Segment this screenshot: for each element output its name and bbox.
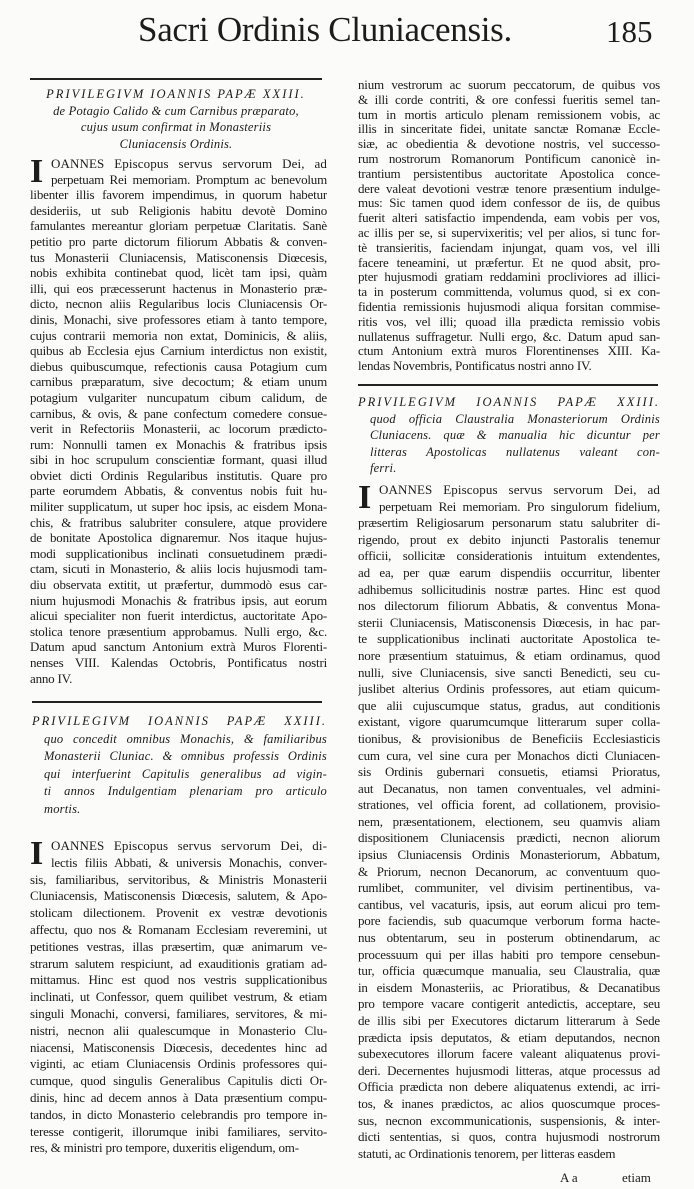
text-line: anno IV.	[30, 670, 73, 686]
privilege-heading-indulgence	[32, 713, 327, 818]
text-line: affectu, quo nos & Romanam Ecclesiam reveremini, ut	[30, 921, 327, 937]
text-line: Datum apud sanctum Antonium extrà Muros Florenti-	[30, 639, 327, 655]
heading-line: de Potagio Calido & cum Carnibus præparato,	[53, 103, 299, 118]
text-line: juslibet alterius Ordinis professores, aut etiam quicum-	[358, 681, 660, 697]
text-line: nore præsentium statuimus, & etiam ordinamus, quod	[358, 647, 660, 663]
text-line: nobis exhibita continebat quod, licèt tam ipsi, quàm	[30, 265, 327, 281]
text-line: rumlibet, communiter, vel divisim pertinentibus, va-	[358, 880, 660, 896]
text-line: fidentia remissionis hujusmodi aliqua forsitan commise-	[358, 299, 660, 314]
page-number: 185	[606, 14, 653, 49]
text-line: chis, & fratribus salubriter consulere, atque providere	[30, 514, 327, 530]
text-line: nullatenus suffragetur. Nulli ergo, &c. Datum apud san-	[358, 329, 660, 344]
text-line: parte eorumdem Abbatis, & conventus nobis fuit hu-	[30, 483, 327, 499]
text-line: alicui specialiter non fuerit interdictus, auctoritate Apo-	[30, 608, 327, 624]
text-line: & Priorum, necnon Decanorum, ac conventuum quo-	[358, 863, 660, 879]
text-line: desideriis, ut sub Religionis habitu devotè Domino	[30, 202, 327, 218]
text-line: ad ea, per quæ earum dispendiis occurritur, libenter	[358, 564, 660, 580]
text-line: sus, necnon excommunicationis, suspensionis, & inter-	[358, 1112, 660, 1128]
text-line: subexecutores illorum facere valeant aliquatenus provi-	[358, 1046, 660, 1062]
text-line: nulli, sive Cluniacensis, sive sancti Benedicti, seu cu-	[358, 664, 660, 680]
text-line: in eisdem Monasteriis, ac Prioratibus, & Decanatibus	[358, 979, 660, 995]
text-line: prædicta ipsis deputatos, & etiam deputandos, necnon	[358, 1029, 660, 1045]
text-line: ritis vos, vel illi; quoad illa prædicta remissio vobis	[358, 314, 660, 329]
text-line: dicto, necnon aliis Regularibus locis Cluniacensis Or-	[30, 296, 327, 312]
heading-line: qui interfuerint Capitulis generalibus ad vigin-	[44, 766, 327, 781]
text-line: ac illis per se, si supervixeritis; vel per alios, si tunc for-	[358, 225, 660, 240]
heading-line: ferri.	[370, 461, 397, 475]
heading-line: mortis.	[44, 801, 81, 816]
text-line: adhibemus sollicitudinis nostræ partes. Hinc est quod	[358, 581, 660, 597]
text-line: ctam, sicuti in Monasterio, & aliis locis hujusmodi tam-	[30, 561, 327, 577]
text-line: lectis filiis Abbati, & universis Monachis, conver-	[51, 854, 327, 870]
text-line: existant, vigore quarumcumque litterarum super colla-	[358, 714, 660, 730]
text-line: OANNES Episcopus servus servorum Dei, di-	[51, 838, 327, 853]
section-rule	[358, 384, 658, 386]
privilege-heading-claustralia	[358, 394, 660, 477]
text-line: perpetuam Rei memoriam. Promptum ac benevolum	[51, 171, 327, 187]
text-line: nium vestrorum ac suorum peccatorum, de quibus vos	[358, 78, 660, 92]
heading-line: PRIVILEGIVM IOANNIS PAPÆ XXIII.	[358, 395, 660, 409]
text-line: cumque, quod singulis Generalibus Capitulis dicti Or-	[30, 1073, 327, 1089]
text-line: carnibus præparatum, sive decoctum; & etiam unum	[30, 374, 327, 390]
text-line: lendas Novembris, Pontificatus nostri anno IV.	[358, 359, 592, 374]
text-line: tus Monasterii Cluniacensis, Matisconensis Diœcesis,	[30, 249, 327, 265]
text-line: stolicam dilectionem. Provenit ex vestræ devotionis	[30, 905, 327, 921]
text-line: tionibus, & provisionibus de Beneficiis Ecclesiasticis	[358, 730, 660, 746]
text-line: præsertim Religiosarum personarum statu salubriter di-	[358, 515, 660, 531]
heading-line: cujus usum confirmat in Monasteriis	[80, 120, 272, 134]
text-line: OANNES Episcopus servus servorum Dei, ad	[51, 156, 327, 171]
text-line: ta in posterum committenda, volumus quod, si ex con-	[358, 285, 660, 300]
text-line: mus: Sic tamen quod idem confessor de iis, de quibus	[358, 196, 660, 211]
text-line: ctum Antonium extrà muros Florentinenses XIII. Ka-	[358, 344, 660, 359]
text-line: officii, sollicitæ considerationis intuitum extendentes,	[358, 548, 660, 564]
text-line: diu observata extitit, ut præfertur, dummodò esus car-	[30, 577, 327, 593]
text-line: res, & ministri pro tempore, duxeritis eligendum, om-	[30, 1140, 299, 1156]
text-line: cujus contrarii memoria non extat, Dominicis, & aliis,	[30, 327, 327, 343]
text-line: militer supplicatum, ut super hoc ipsis, ac eisdem Mona-	[30, 499, 327, 515]
text-line: perpetuam Rei memoriam. Pro singulorum fidelium,	[379, 498, 660, 514]
heading-line: PRIVILEGIVM IOANNIS PAPÆ XXIII.	[46, 87, 306, 101]
text-line: ipsius Cluniacensis Ordinis Monasteriorum, Abbatum,	[358, 847, 660, 863]
text-line: inclinati, ut Confessor, quem quilibet vestrum, & etiam	[30, 989, 327, 1005]
heading-line: quod officia Claustralia Monasteriorum Ordinis	[370, 411, 660, 426]
text-line: sis Ordinis gubernari consuetis, etiamsi Prioratus,	[358, 764, 660, 780]
text-line: OANNES Episcopus servus servorum Dei, ad	[379, 482, 660, 497]
heading-line: ti annos Indulgentiam plenariam pro articulo	[44, 784, 327, 798]
section-rule	[32, 701, 322, 703]
text-line: potagium vulgariter nuncupatum cibum calidum, de	[30, 389, 327, 405]
text-line: nistri, necnon alii qualescumque in Monasterio Clu-	[30, 1022, 327, 1038]
text-line: de bonitate Apostolica dignaremur. Nos itaque hujus-	[30, 530, 327, 546]
text-line: tos, & inanes prædictos, ac alios quoscumque proces-	[358, 1095, 660, 1111]
text-line: cantibus, vel vacaturis, ipsis, aut eorum alicui pro tem-	[358, 896, 660, 912]
heading-line: Cluniacens. quæ & manualia hic dicuntur per	[370, 428, 660, 442]
text-line: dispositionem Cluniacensis prædicti, necnon aliorum	[358, 830, 660, 846]
text-line: Officia prædicta non debere aliquatenus extendi, ac irri-	[358, 1079, 660, 1095]
text-line: stolica tenore præsentium approbamus. Nulli ergo, &c.	[30, 623, 327, 639]
text-line: nium hujusmodi Monachis & fratribus ipsis, aut eorum	[30, 592, 327, 608]
continued-text-indulgence	[358, 78, 660, 374]
privilege-text-claustralia	[358, 479, 660, 1162]
text-line: viginti, ac etiam Cluniacensis Ordinis professores qui-	[30, 1056, 327, 1072]
text-line: facere teneamini, ut præfertur. Et ne quod absit, pro-	[358, 255, 660, 270]
text-line: carnibus, & ovis, & pane confectum comedere consue-	[30, 405, 327, 421]
text-line: aut Decanatus, non tamen conventuales, vel admini-	[358, 780, 660, 796]
text-line: obviet dicti Ordinis Regularibus institutis. Quare pro	[30, 467, 327, 483]
text-line: tè transieritis, faciendam injungat, quam vos, vel illi	[358, 240, 660, 255]
heading-line: Monasterii Cluniac. & omnibus professis Ordinis	[44, 749, 327, 763]
text-line: cum cura, vel sine cura per Monachos dicti Cluniacen-	[358, 747, 660, 763]
text-line: illi, qui eos præcesserunt hactenus in Monasterio præ-	[30, 280, 327, 296]
text-line: nem, præsentationem, electionem, seu quamvis aliam	[358, 813, 660, 829]
text-line: petitiones vestras, illas præsertim, quæ animarum ve-	[30, 938, 327, 954]
text-line: dinis, hinc ad decem annos à Data præsentium compu-	[30, 1089, 327, 1105]
text-line: dicti sententias, si quos, contra hujusmodi nostrorum	[358, 1129, 660, 1145]
drop-cap-initial: I	[30, 153, 44, 190]
text-line: statuti, ac Ordinationis tenorem, per litteras easdem	[358, 1145, 616, 1161]
text-line: rum nostrorum Romanorum Pontificum canonicè in-	[358, 151, 660, 166]
text-line: te supplicationibus inclinati auctoritate Apostolica te-	[358, 631, 660, 647]
text-line: diebus quibuscumque, refectionis causa Potagium cum	[30, 358, 327, 374]
text-line: sibi in hoc scrupulum conscientiæ formant, quasi illud	[30, 452, 327, 468]
text-line: pore faciendis, sub quacumque verborum forma hacte-	[358, 913, 660, 929]
text-line: famulantes mereantur gloriam perpetuæ Claritatis. Sanè	[30, 218, 327, 234]
text-line: verit in Refectoriis Monasterii, ac locorum prædicto-	[30, 421, 327, 437]
heading-line: Cluniacensis Ordinis.	[119, 136, 233, 151]
text-line: processuum qui per illas habiti pro tempore censebun-	[358, 946, 660, 962]
text-line: strationes, vel officia forent, ad collationem, provisio-	[358, 797, 660, 813]
privilege-text-potagio	[30, 153, 327, 686]
text-line: quibus ab Ecclesia ejus Carnium interdictus non existit,	[30, 343, 327, 359]
text-line: mittamus. Hinc est quod nos vestris supplicationibus	[30, 972, 327, 988]
text-line: teresse contigerit, illorumque inibi familiares, servito-	[30, 1123, 327, 1139]
heading-line: quo concedit omnibus Monachis, & familiaribus	[44, 731, 327, 746]
privilege-heading-potagio	[30, 86, 322, 152]
text-line: Cluniacensis, Matisconensis Diœcesis, salutem, & Apo-	[30, 888, 327, 904]
text-line: fuerit alteri satisfactio impendenda, eam vobis per vos,	[358, 211, 660, 226]
catchword: etiam	[622, 1170, 651, 1185]
text-line: dere valeat devotioni vestræ tenore præsentium indulge-	[358, 181, 660, 196]
text-line: dinis, Monachi, sive professores etiam à tanto tempore,	[30, 311, 327, 327]
text-line: sis, familiaribus, servitoribus, & Ministris Monasterii	[30, 871, 327, 887]
text-line: tandos, in dicto Monasterio celebrandis pro tempore in-	[30, 1106, 327, 1122]
text-line: nos dilectorum filiorum Abbatis, & conventus Mona-	[358, 598, 660, 614]
signature-mark: A a	[560, 1170, 578, 1185]
text-line: nenses VIII. Kalendas Octobris, Pontificatus nostri	[30, 655, 327, 670]
text-line: pro tempore vacare contigerit antedictis, acceptare, seu	[358, 996, 660, 1012]
text-line: deri. Decernentes hujusmodi litteras, atque processus ad	[358, 1062, 660, 1078]
drop-cap-initial: I	[358, 479, 372, 516]
text-line: nus obtentarum, seu in posterum obtinendarum, ac	[358, 930, 660, 946]
text-line: rum: Nonnulli tamen ex Monachis & fratribus ipsis	[30, 436, 327, 452]
text-line: illis in sinceritate fidei, unitate sanctæ Romanæ Eccle-	[358, 122, 660, 137]
text-line: petitio pro parte dictorum filiorum Abbatis & conven-	[30, 233, 327, 249]
text-line: & illi corde contriti, & ore confessi fueritis semel tan-	[358, 92, 660, 107]
running-head-title: Sacri Ordinis Cluniacensis.	[138, 10, 512, 49]
heading-line: litteras Apostolicas nullatenus valeant con-	[370, 444, 660, 459]
text-line: strarum salutem respiciunt, ad exauditionis gratiam ad-	[30, 955, 327, 971]
text-line: sterii Cluniacensis, Matisconensis Diœcesis, in hac par-	[358, 614, 660, 630]
privilege-text-indulgence	[30, 835, 327, 1157]
text-line: tur, officia quæcumque manualia, seu Claustralia, quæ	[358, 963, 660, 979]
text-line: siæ, ac obedientia & devotione nostris, vel successo-	[358, 137, 660, 152]
text-line: niacensi, Matisconensis Diœcesis, decedentes hinc ad	[30, 1039, 327, 1055]
heading-line: PRIVILEGIVM IOANNIS PAPÆ XXIII.	[32, 714, 327, 728]
drop-cap-initial: I	[30, 835, 44, 872]
text-line: rigendo, prout ex debito injuncti Pastoralis tenemur	[358, 531, 660, 547]
text-line: tum in mortis articulo plenam remissionem vobis, ac	[358, 107, 660, 122]
text-line: pter hujusmodi gratiam reddamini procliviores ad illici-	[358, 270, 660, 285]
text-line: libenter illis favorem impendimus, in quorum habetur	[30, 187, 327, 203]
header-rule	[30, 78, 322, 80]
text-line: modi supplicationibus inclinati consuetudinem prædi-	[30, 545, 327, 561]
text-line: singuli Monachi, conversi, familiares, servitores, & mi-	[30, 1005, 327, 1021]
text-line: trantium persistentibus auctoritate Apostolica conce-	[358, 166, 660, 181]
text-line: de illis sibi per Executores dictarum litterarum à Sede	[358, 1013, 660, 1028]
text-line: que alii cujuscumque status, gradus, aut conditionis	[358, 697, 660, 713]
